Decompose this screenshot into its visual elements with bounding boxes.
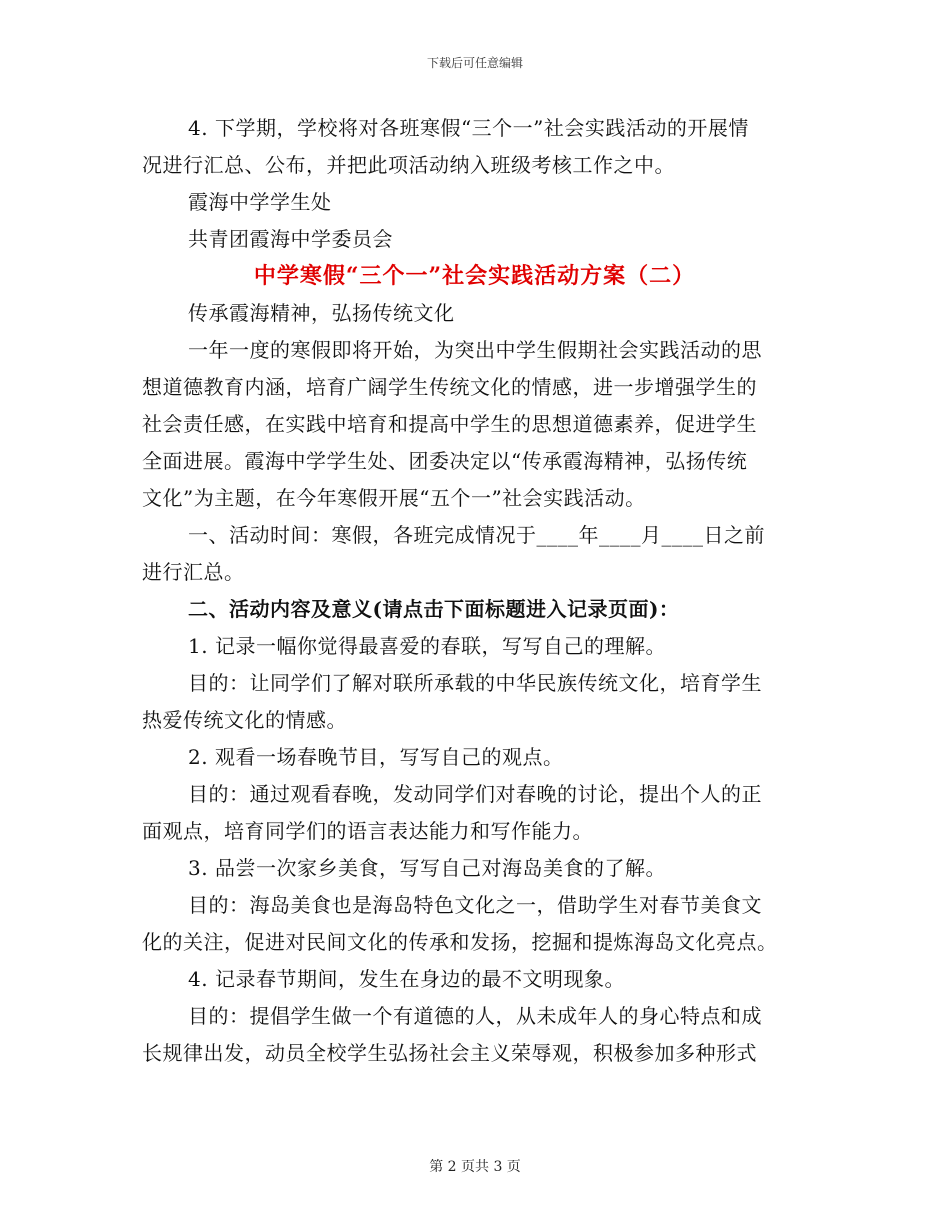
section-heading: 二、活动内容及意义(请点击下面标题进入记录页面)： xyxy=(188,597,680,621)
paragraph-line: 况进行汇总、公布，并把此项活动纳入班级考核工作之中。 xyxy=(142,153,675,177)
goal-line: 长规律出发，动员全校学生弘扬社会主义荣辱观，积极参加多种形式 xyxy=(142,1041,757,1065)
intro-line: 一年一度的寒假即将开始，为突出中学生假期社会实践活动的思 xyxy=(188,338,762,362)
list-item: 4. 记录春节期间，发生在身边的最不文明现象。 xyxy=(188,967,625,991)
activity-time: 一、活动时间：寒假，各班完成情况于____年____月____日之前 xyxy=(188,523,765,547)
goal-line: 目的：提倡学生做一个有道德的人，从未成年人的身心特点和成 xyxy=(188,1004,762,1028)
list-item: 1. 记录一幅你觉得最喜爱的春联，写写自己的理解。 xyxy=(188,634,666,658)
goal-line: 目的：让同学们了解对联所承载的中华民族传统文化，培育学生 xyxy=(188,671,762,695)
signature-league: 共青团霞海中学委员会 xyxy=(188,227,393,251)
signature-dept: 霞海中学学生处 xyxy=(188,190,332,214)
goal-line: 化的关注，促进对民间文化的传承和发扬，挖掘和提炼海岛文化亮点。 xyxy=(142,930,778,954)
page-number: 第 2 页共 3 页 xyxy=(429,1159,521,1175)
goal-line: 面观点，培育同学们的语言表达能力和写作能力。 xyxy=(142,819,593,843)
list-item: 3. 品尝一次家乡美食，写写自己对海岛美食的了解。 xyxy=(188,856,666,880)
activity-time: 进行汇总。 xyxy=(142,560,245,584)
goal-line: 热爱传统文化的情感。 xyxy=(142,708,347,732)
section-title: 中学寒假“三个一”社会实践活动方案（二） xyxy=(253,263,696,289)
document-body xyxy=(142,110,807,1072)
subtitle: 传承霞海精神，弘扬传统文化 xyxy=(188,301,455,325)
intro-line: 全面进展。霞海中学学生处、团委决定以“传承霞海精神，弘扬传统 xyxy=(142,449,748,473)
paragraph-line: 4. 下学期，学校将对各班寒假“三个一”社会实践活动的开展情 xyxy=(188,116,749,140)
goal-line: 目的：海岛美食也是海岛特色文化之一，借助学生对春节美食文 xyxy=(188,893,762,917)
intro-line: 文化”为主题，在今年寒假开展“五个一”社会实践活动。 xyxy=(142,486,646,510)
intro-line: 想道德教育内涵，培育广阔学生传统文化的情感，进一步增强学生的 xyxy=(142,375,757,399)
list-item: 2. 观看一场春晚节目，写写自己的观点。 xyxy=(188,745,564,769)
goal-line: 目的：通过观看春晚，发动同学们对春晚的讨论，提出个人的正 xyxy=(188,782,762,806)
page-header-note: 下载后可任意编辑 xyxy=(426,56,523,70)
intro-line: 社会责任感，在实践中培育和提高中学生的思想道德素养，促进学生 xyxy=(142,412,757,436)
